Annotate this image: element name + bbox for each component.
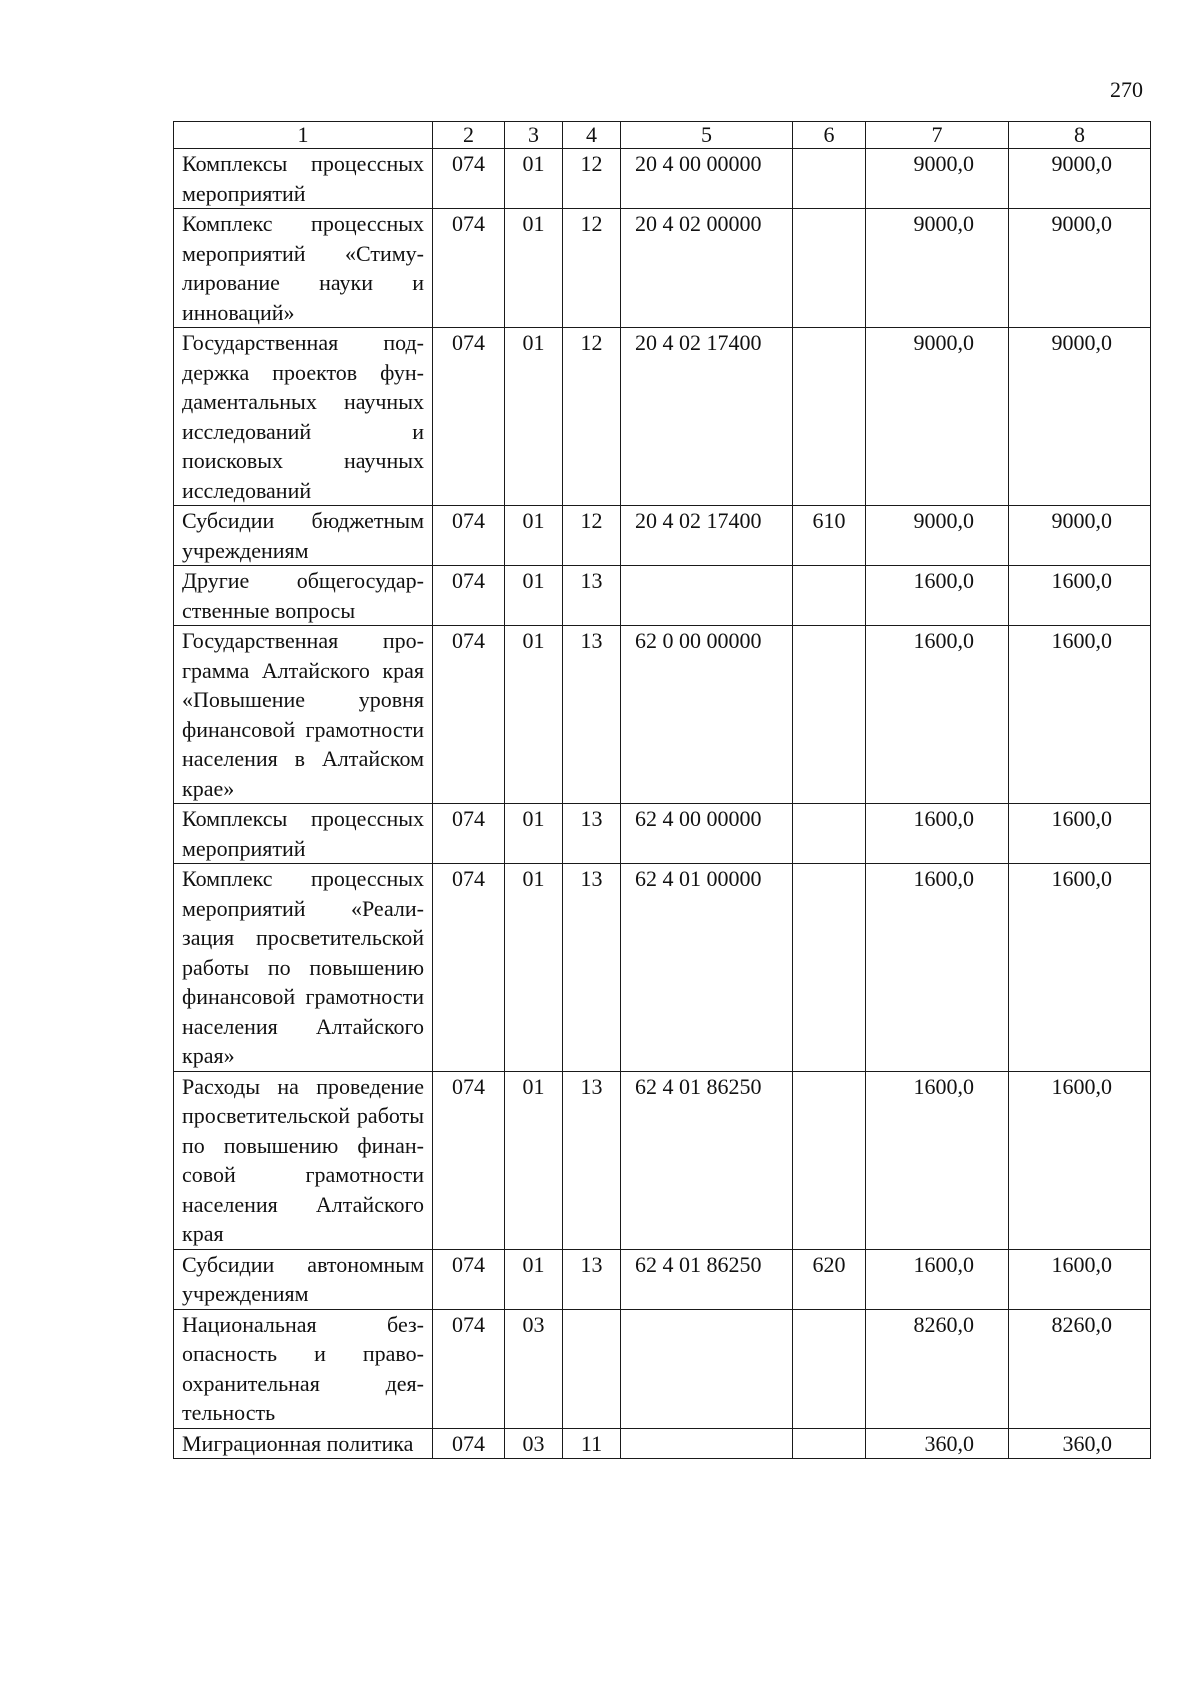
amount-cell-col7: 9000,0 <box>866 506 1009 566</box>
section-cell: 01 <box>505 566 563 626</box>
amount-cell-col7: 8260,0 <box>866 1309 1009 1428</box>
table-row <box>174 626 1151 804</box>
amount-cell-col7: 1600,0 <box>866 864 1009 1072</box>
row-name-cell: Комплекс процессных мероприятий «Реализация просветительской работы по повышению финансовой грамотности населения Алтайского края» <box>174 864 433 1072</box>
grbs-cell: 074 <box>433 626 505 804</box>
amount-cell-col8: 1600,0 <box>1009 804 1151 864</box>
grbs-cell: 074 <box>433 149 505 209</box>
expense-type-cell <box>793 566 866 626</box>
grbs-cell: 074 <box>433 1309 505 1428</box>
grbs-cell: 074 <box>433 804 505 864</box>
subsection-cell: 13 <box>563 626 621 804</box>
target-article-cell <box>621 1428 793 1459</box>
row-name-cell: Комплекс процессных мероприятий «Стимулирование науки и инноваций» <box>174 209 433 328</box>
budget-table <box>173 121 1151 1459</box>
amount-cell-col8: 1600,0 <box>1009 566 1151 626</box>
target-article-cell: 62 4 01 00000 <box>621 864 793 1072</box>
section-cell: 01 <box>505 864 563 1072</box>
grbs-cell: 074 <box>433 1428 505 1459</box>
section-cell: 01 <box>505 626 563 804</box>
amount-cell-col7: 1600,0 <box>866 804 1009 864</box>
target-article-cell: 20 4 02 17400 <box>621 506 793 566</box>
grbs-cell: 074 <box>433 566 505 626</box>
target-article-cell <box>621 566 793 626</box>
section-cell: 01 <box>505 149 563 209</box>
table-row <box>174 149 1151 209</box>
subsection-cell: 12 <box>563 506 621 566</box>
grbs-cell: 074 <box>433 864 505 1072</box>
table-row <box>174 506 1151 566</box>
row-name-cell: Комплексы процессных мероприятий <box>174 804 433 864</box>
section-cell: 01 <box>505 328 563 506</box>
column-header: 8 <box>1009 122 1151 149</box>
amount-cell-col8: 360,0 <box>1009 1428 1151 1459</box>
subsection-cell: 13 <box>563 804 621 864</box>
expense-type-cell <box>793 626 866 804</box>
column-header: 5 <box>621 122 793 149</box>
subsection-cell: 13 <box>563 1071 621 1249</box>
expense-type-cell <box>793 1071 866 1249</box>
row-name-cell: Национальная безопасность и правоохранительная деятельность <box>174 1309 433 1428</box>
subsection-cell: 12 <box>563 328 621 506</box>
column-header: 7 <box>866 122 1009 149</box>
expense-type-cell <box>793 1309 866 1428</box>
page-number: 270 <box>1110 77 1143 102</box>
table-row <box>174 1071 1151 1249</box>
grbs-cell: 074 <box>433 328 505 506</box>
table-row <box>174 209 1151 328</box>
table-row <box>174 1428 1151 1459</box>
header-row <box>174 122 1151 149</box>
amount-cell-col7: 9000,0 <box>866 209 1009 328</box>
row-name-cell: Другие общегосударственные вопросы <box>174 566 433 626</box>
expense-type-cell <box>793 1428 866 1459</box>
target-article-cell: 20 4 00 00000 <box>621 149 793 209</box>
grbs-cell: 074 <box>433 1249 505 1309</box>
amount-cell-col8: 9000,0 <box>1009 209 1151 328</box>
expense-type-cell: 620 <box>793 1249 866 1309</box>
amount-cell-col8: 1600,0 <box>1009 1071 1151 1249</box>
row-name-cell: Расходы на проведение просветительской работы по повышению финансовой грамотности населения Алтайского края <box>174 1071 433 1249</box>
target-article-cell: 20 4 02 17400 <box>621 328 793 506</box>
target-article-cell: 62 4 01 86250 <box>621 1249 793 1309</box>
column-header: 2 <box>433 122 505 149</box>
amount-cell-col7: 1600,0 <box>866 1249 1009 1309</box>
row-name-cell: Комплексы процессных мероприятий <box>174 149 433 209</box>
section-cell: 01 <box>505 1249 563 1309</box>
grbs-cell: 074 <box>433 1071 505 1249</box>
section-cell: 03 <box>505 1309 563 1428</box>
section-cell: 01 <box>505 506 563 566</box>
amount-cell-col8: 1600,0 <box>1009 1249 1151 1309</box>
table-row <box>174 1309 1151 1428</box>
amount-cell-col7: 9000,0 <box>866 149 1009 209</box>
subsection-cell <box>563 1309 621 1428</box>
target-article-cell <box>621 1309 793 1428</box>
amount-cell-col7: 1600,0 <box>866 1071 1009 1249</box>
amount-cell-col8: 9000,0 <box>1009 506 1151 566</box>
table-row <box>174 864 1151 1072</box>
row-name-cell: Государственная поддержка проектов фундаментальных научных исследований и поисковых научных исследований <box>174 328 433 506</box>
row-name-cell: Миграционная политика <box>174 1428 433 1459</box>
amount-cell-col7: 1600,0 <box>866 626 1009 804</box>
row-name-cell: Субсидии автономным учреждениям <box>174 1249 433 1309</box>
row-name-cell: Субсидии бюджетным учреждениям <box>174 506 433 566</box>
amount-cell-col7: 1600,0 <box>866 566 1009 626</box>
grbs-cell: 074 <box>433 506 505 566</box>
target-article-cell: 62 0 00 00000 <box>621 626 793 804</box>
amount-cell-col8: 9000,0 <box>1009 328 1151 506</box>
amount-cell-col7: 9000,0 <box>866 328 1009 506</box>
table-row <box>174 804 1151 864</box>
expense-type-cell <box>793 804 866 864</box>
column-header: 4 <box>563 122 621 149</box>
table-body <box>174 149 1151 1459</box>
table-row <box>174 1249 1151 1309</box>
expense-type-cell <box>793 328 866 506</box>
column-header: 3 <box>505 122 563 149</box>
row-name-cell: Государственная программа Алтайского края «Повышение уровня финансовой грамотности населения в Алтайском крае» <box>174 626 433 804</box>
grbs-cell: 074 <box>433 209 505 328</box>
amount-cell-col8: 9000,0 <box>1009 149 1151 209</box>
table-row <box>174 328 1151 506</box>
subsection-cell: 13 <box>563 566 621 626</box>
table-row <box>174 566 1151 626</box>
subsection-cell: 11 <box>563 1428 621 1459</box>
column-header: 1 <box>174 122 433 149</box>
expense-type-cell <box>793 209 866 328</box>
section-cell: 01 <box>505 804 563 864</box>
target-article-cell: 62 4 00 00000 <box>621 804 793 864</box>
subsection-cell: 12 <box>563 149 621 209</box>
subsection-cell: 13 <box>563 864 621 1072</box>
target-article-cell: 62 4 01 86250 <box>621 1071 793 1249</box>
expense-type-cell <box>793 149 866 209</box>
section-cell: 01 <box>505 1071 563 1249</box>
expense-type-cell <box>793 864 866 1072</box>
expense-type-cell: 610 <box>793 506 866 566</box>
amount-cell-col8: 8260,0 <box>1009 1309 1151 1428</box>
column-header: 6 <box>793 122 866 149</box>
amount-cell-col8: 1600,0 <box>1009 864 1151 1072</box>
target-article-cell: 20 4 02 00000 <box>621 209 793 328</box>
subsection-cell: 13 <box>563 1249 621 1309</box>
amount-cell-col8: 1600,0 <box>1009 626 1151 804</box>
section-cell: 03 <box>505 1428 563 1459</box>
subsection-cell: 12 <box>563 209 621 328</box>
section-cell: 01 <box>505 209 563 328</box>
amount-cell-col7: 360,0 <box>866 1428 1009 1459</box>
